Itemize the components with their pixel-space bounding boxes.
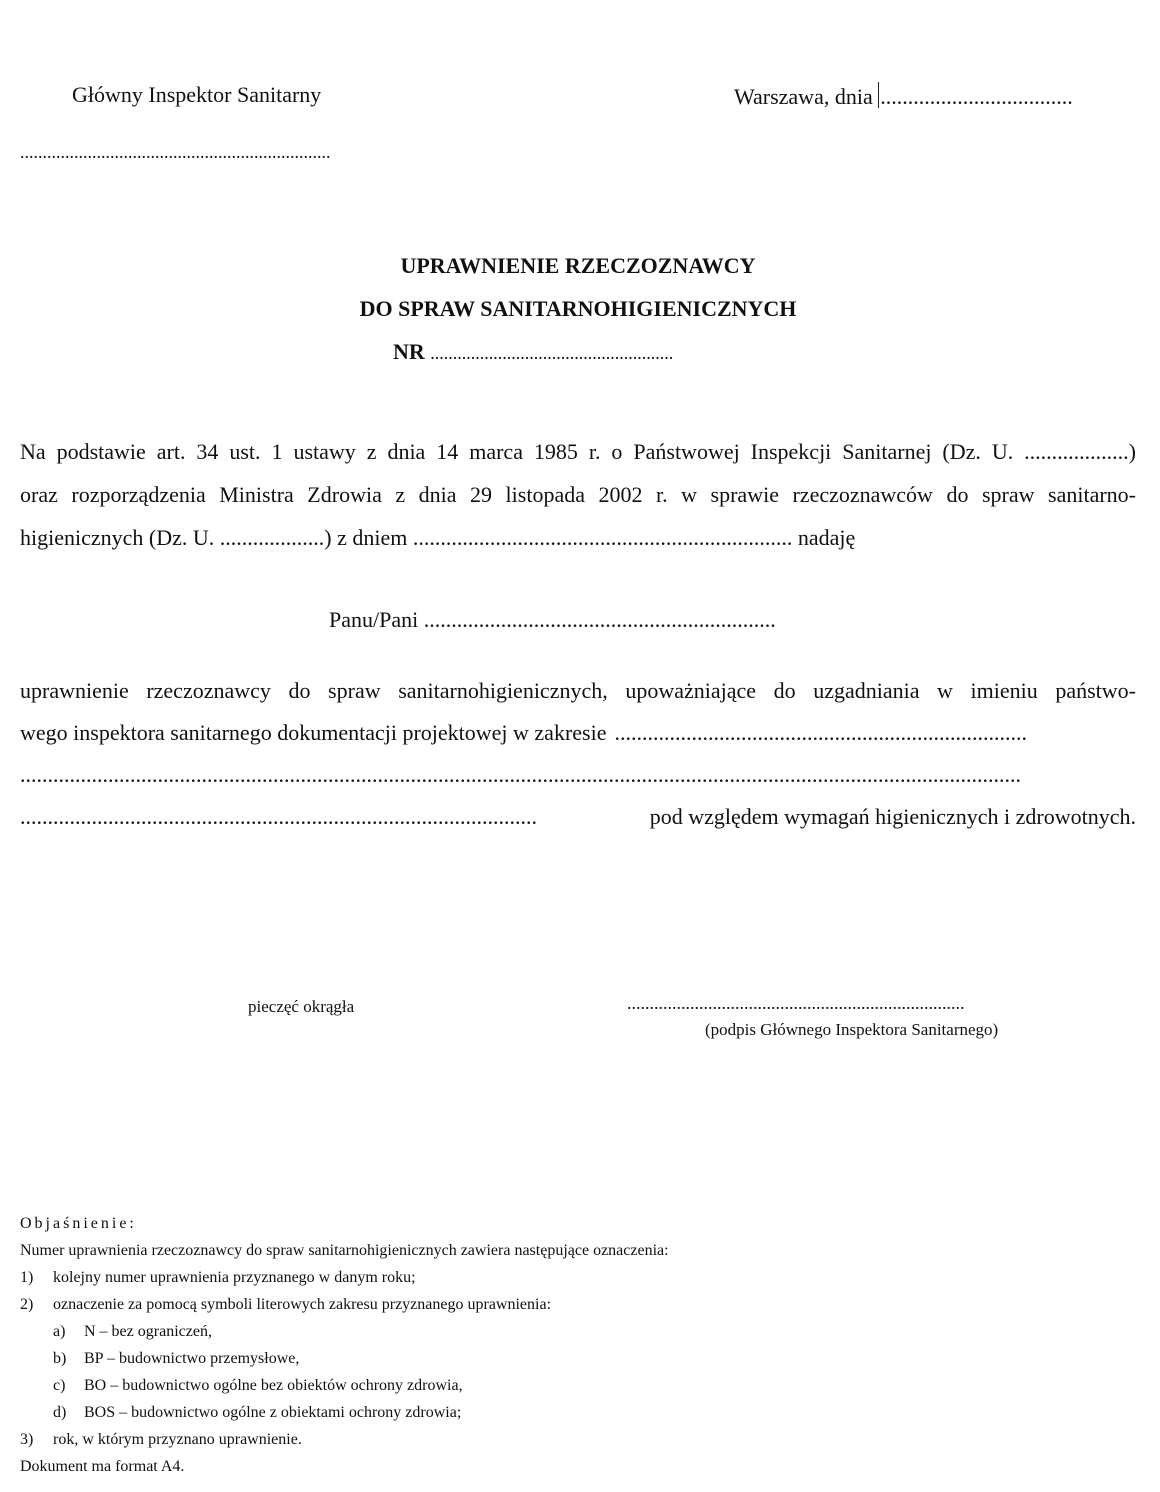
recipient [329,607,776,633]
explanation-subitem: d) BOS – budownictwo ogólne z obiektami ochrony zdrowia; [53,1404,462,1421]
explanation-heading: Objaśnienie: [20,1215,137,1232]
nr-field[interactable]: ...................................................... [430,343,674,363]
issuing-authority: Główny Inspektor Sanitarny [72,82,322,107]
explanation-subitem: c) BO – budownictwo ogólne bez obiektów ochrony zdrowia, [53,1377,463,1394]
legal-basis-line: oraz rozporządzenia Ministra Zdrowia z dnia 29 listopada 2002 r. w sprawie rzeczoznawców do spraw sanitarno- [20,482,1136,507]
date-field[interactable]: ................................... [880,84,1073,109]
authorization-paragraph [20,670,1136,838]
scope-field-end[interactable]: .............................................................................................. [20,804,537,829]
explanation-subitem: b) BP – budownictwo przemysłowe, [53,1350,300,1367]
explanation-item: 3) rok, w którym przyznano uprawnienie. [20,1431,302,1448]
scope-field[interactable]: ........................................................................... [614,720,1027,745]
explanation-intro: Numer uprawnienia rzeczoznawcy do spraw sanitarnohigienicznych zawiera następujące oznaczenia: [20,1242,669,1259]
document-title-line1: UPRAWNIENIE RZECZOZNAWCY [400,253,756,278]
explanation-subitem: a) N – bez ograniczeń, [53,1323,212,1340]
recipient-label: Panu/Pani [329,607,419,632]
document-format-note: Dokument ma format A4. [20,1458,185,1475]
legal-basis-line: higienicznych (Dz. U. ...................) z dniem ..................................................................... nadaję [20,525,856,550]
scope-field-continued[interactable]: ...................................................................................................................................................................................... [20,762,1021,787]
explanation-section [20,1210,669,1480]
signature-caption: (podpis Głównego Inspektora Sanitarnego) [705,1020,999,1039]
document-title-line2: DO SPRAW SANITARNOHIGIENICZNYCH [359,296,797,321]
reference-field[interactable]: ..................................................................... [20,142,331,162]
legal-basis-paragraph [20,430,1136,559]
stamp-label: pieczęć okrągła [248,997,355,1016]
place-date-label: Warszawa, dnia [734,84,873,109]
recipient-name-field[interactable]: ................................................................ [423,607,776,632]
requirements-text: pod względem wymagań higienicznych i zdrowotnych. [649,804,1136,829]
legal-basis-line: Na podstawie art. 34 ust. 1 ustawy z dnia 14 marca 1985 r. o Państwowej Inspekcji Sanitarnej (Dz. U. ...................) [20,439,1136,464]
signature-field[interactable]: ........................................................................... [627,993,965,1013]
authorization-line: uprawnienie rzeczoznawcy do spraw sanitarnohigienicznych, upoważniające do uzgadniania w imieniu państwo- [20,678,1136,703]
scope-label: wego inspektora sanitarnego dokumentacji projektowej w zakresie [20,720,607,745]
certificate-number [393,339,673,365]
place-date [734,82,1073,110]
explanation-item: 1) kolejny numer uprawnienia przyznanego w danym roku; [20,1269,416,1286]
authorization-line [20,796,1136,838]
explanation-item: 2) oznaczenie za pomocą symboli literowych zakresu przyznanego uprawnienia: [20,1296,552,1313]
nr-label: NR [393,339,425,364]
authorization-line [20,712,1136,754]
